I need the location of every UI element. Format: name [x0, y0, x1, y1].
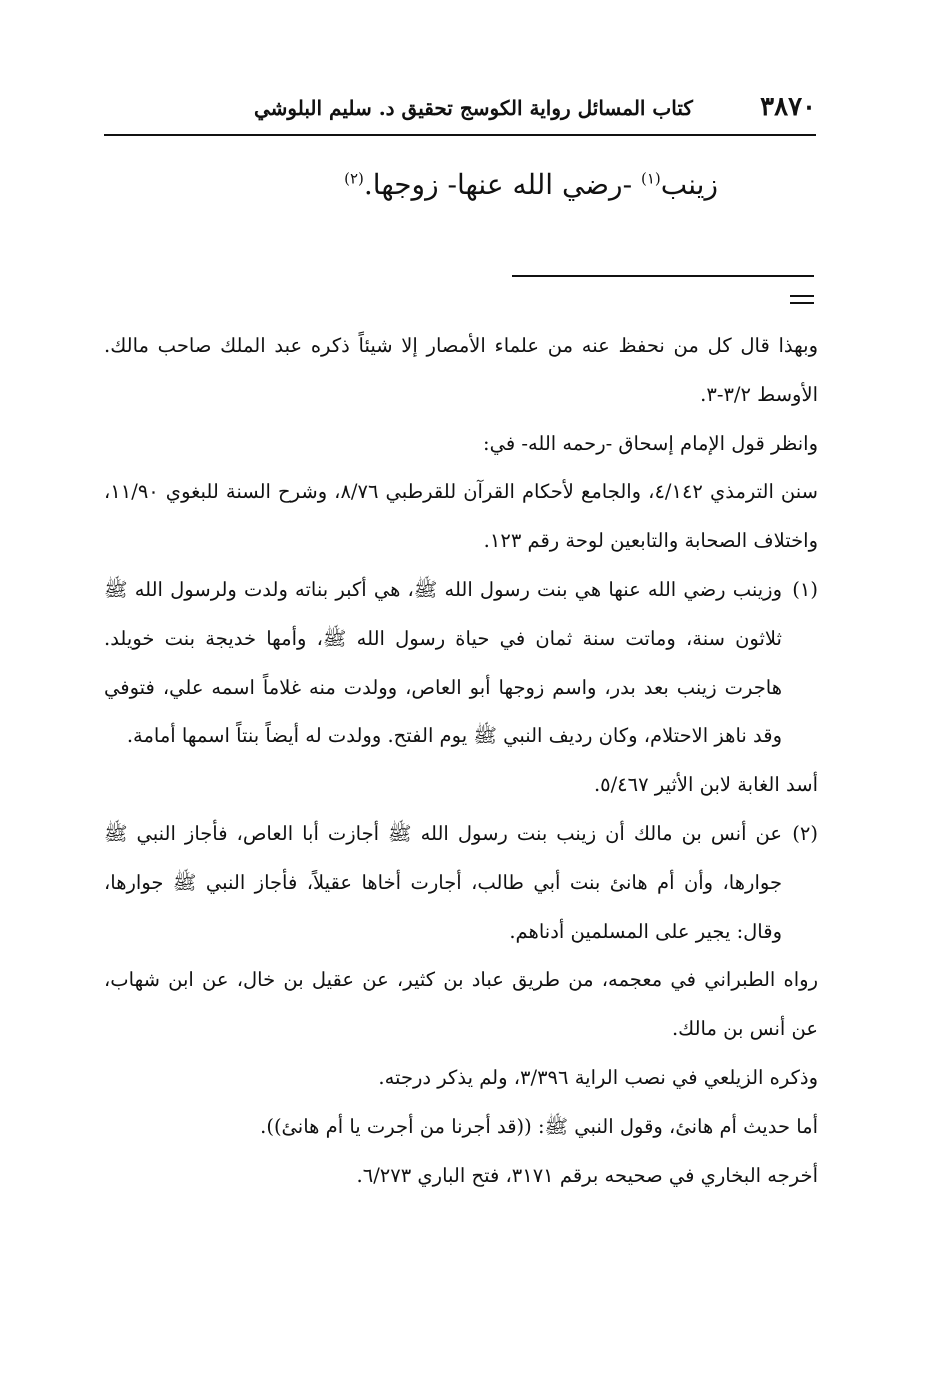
footnote-2-text: عن أنس بن مالك أن زينب بنت رسول الله ﷺ أجازت أبا العاص، فأجاز النبي ﷺ جوارها، وأن أم هانئ بنت أبي طالب، أجارت أخاها عقيلاً، فأجاز النبي ﷺ جوارها، وقال: يجير على المسلمين أدناهم. — [104, 821, 782, 943]
footnote-ref-1: (١) — [640, 169, 661, 188]
continued-footnote-paragraph: سنن الترمذي ٤/١٤٢، والجامع لأحكام القرآن للقرطبي ٨/٧٦، وشرح السنة للبغوي ١١/٩٠، واختلاف الصحابة والتابعين لوحة رقم ١٢٣. — [104, 480, 818, 553]
running-title: كتاب المسائل رواية الكوسج تحقيق د. سليم البلوشي — [254, 96, 693, 120]
continuation-mark — [790, 295, 814, 303]
footnote-2-line: أخرجه البخاري في صحيحه برقم ٣١٧١، فتح الباري ٦/٢٧٣. — [356, 1163, 818, 1187]
footnote-ref-2: (٢) — [344, 169, 364, 188]
footnote-1-number: (١) — [792, 577, 818, 601]
continued-footnote-paragraph: وبهذا قال كل من نحفظ عنه من علماء الأمصار إلا شيئاً ذكره عبد الملك صاحب مالك. الأوسط ٣/٢-٣. — [104, 334, 818, 406]
page-number: ٣٨٧٠ — [760, 92, 816, 122]
header-rule — [104, 134, 816, 136]
continued-footnote-paragraph: وانظر قول الإمام إسحاق -رحمه الله- في: — [483, 431, 818, 455]
footnote-2-line: وذكره الزيلعي في نصب الراية ٣/٣٩٦، ولم يذكر درجته. — [378, 1065, 818, 1089]
main-text-start: زينب — [660, 168, 718, 201]
footnote-1-text: وزينب رضي الله عنها هي بنت رسول الله ﷺ، هي أكبر بناته ولدت ولرسول الله ﷺ ثلاثون سنة، وماتت سنة ثمان في حياة رسول الله ﷺ، وأمها خديجة بنت خويلد. هاجرت زينب بعد بدر، واسم زوجها أبو العاص، وولدت منه غلاماً اسمه علي، فتوفي وقد ناهز الاحتلام، وكان رديف النبي ﷺ يوم الفتح. وولدت له أيضاً بنتاً اسمها أمامة. — [104, 577, 782, 748]
page-header — [104, 88, 816, 134]
footnote-1 — [104, 566, 818, 761]
footnote-2-line: أما حديث أم هانئ، وقول النبي ﷺ: ((قد أجرنا من أجرت يا أم هانئ)). — [260, 1114, 818, 1138]
main-text-middle: -رضي الله عنها- زوجها. — [363, 168, 641, 201]
footnote-separator — [512, 275, 814, 277]
footnote-2-line: رواه الطبراني في معجمه، من طريق عباد بن كثير، عن عقيل بن خال، عن ابن شهاب، عن أنس بن مالك. — [104, 968, 818, 1041]
footnotes — [104, 322, 818, 1200]
footnote-2-number: (٢) — [792, 821, 818, 845]
main-text-line — [344, 168, 718, 201]
footnote-1-source: أسد الغابة لابن الأثير ٥/٤٦٧. — [593, 773, 818, 797]
footnote-2 — [104, 810, 818, 956]
